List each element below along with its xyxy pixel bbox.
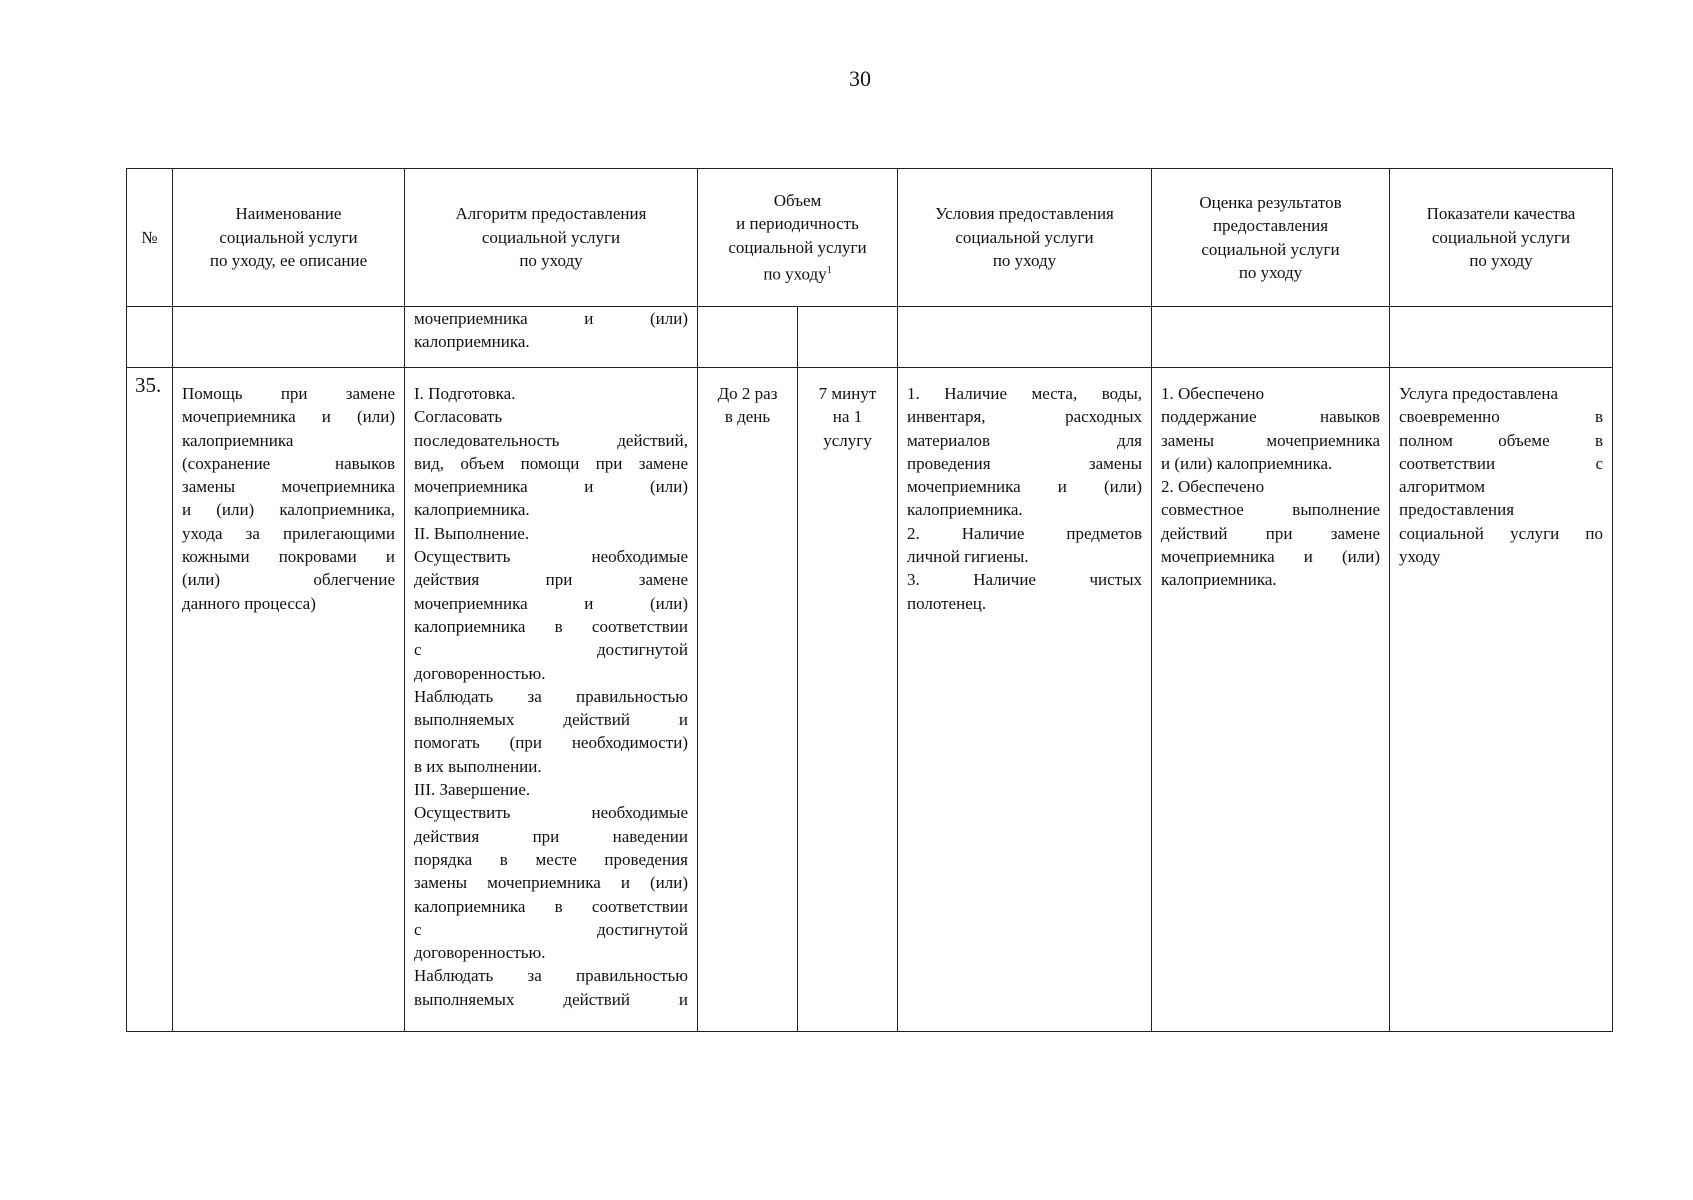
header-number: №	[127, 169, 173, 307]
cell-empty	[1390, 307, 1613, 368]
conditions-cell: 1. Наличие места, воды, инвентаря, расходных материалов для проведения замены мочеприемника и (или) калоприемника. 2. Наличие предметов личной гигиены. 3. Наличие чистых полотенец.	[898, 368, 1152, 1032]
cell-empty	[1152, 307, 1390, 368]
header-evaluation: Оценка результатов предоставления социальной услуги по уходу	[1152, 169, 1390, 307]
row-number: 35.	[127, 368, 173, 1032]
cell-empty	[898, 307, 1152, 368]
header-algorithm: Алгоритм предоставления социальной услуги по уходу	[405, 169, 698, 307]
quality-cell: Услуга предоставлена своевременно в полном объеме в соответствии с алгоритмом предоставления социальной услуги по уходу	[1390, 368, 1613, 1032]
header-volume: Объем и периодичность социальной услуги по уходу$^1$	[698, 169, 898, 307]
header-service-name: Наименование социальной услуги по уходу, ее описание	[173, 169, 405, 307]
social-services-table	[126, 168, 1613, 1032]
service-name-cell: Помощь при замене мочеприемника и (или) калоприемника (сохранение навыков замены мочеприемника и (или) калоприемника, ухода за прилегающими кожными покровами и (или) облегчение данного процесса)	[173, 368, 405, 1032]
periodicity-cell: 7 минут на 1 услугу	[798, 368, 898, 1032]
cell-empty	[798, 307, 898, 368]
evaluation-cell: 1. Обеспечено поддержание навыков замены мочеприемника и (или) калоприемника. 2. Обеспечено совместное выполнение действий при замене мочеприемника и (или) калоприемника.	[1152, 368, 1390, 1032]
cell-empty	[173, 307, 405, 368]
cell-empty	[127, 307, 173, 368]
footnote-marker: 1	[826, 265, 832, 277]
header-conditions: Условия предоставления социальной услуги по уходу	[898, 169, 1152, 307]
page-number: 30	[849, 66, 871, 91]
algorithm-cell: I. Подготовка. Согласовать последовательность действий, вид, объем помощи при замене мочеприемника и (или) калоприемника. II. Выполнение. Осуществить необходимые действия при замене мочеприемника и (или) калоприемника в соответствии с достигнутой договоренностью. Наблюдать за правильностью выполняемых действий и помогать (при необходимости) в их выполнении. III. Завершение. Осуществить необходимые действия при наведении порядка в месте проведения замены мочеприемника и (или) калоприемника в соответствии с достигнутой договоренностью. Наблюдать за правильностью выполняемых действий и	[405, 368, 698, 1032]
table-row-35	[127, 368, 1613, 1032]
continued-algorithm-cell: мочеприемника и (или) калоприемника.	[405, 307, 698, 368]
header-row	[127, 169, 1613, 307]
header-quality: Показатели качества социальной услуги по уходу	[1390, 169, 1613, 307]
volume-cell: До 2 раз в день	[698, 368, 798, 1032]
continued-row	[127, 307, 1613, 368]
cell-empty	[698, 307, 798, 368]
